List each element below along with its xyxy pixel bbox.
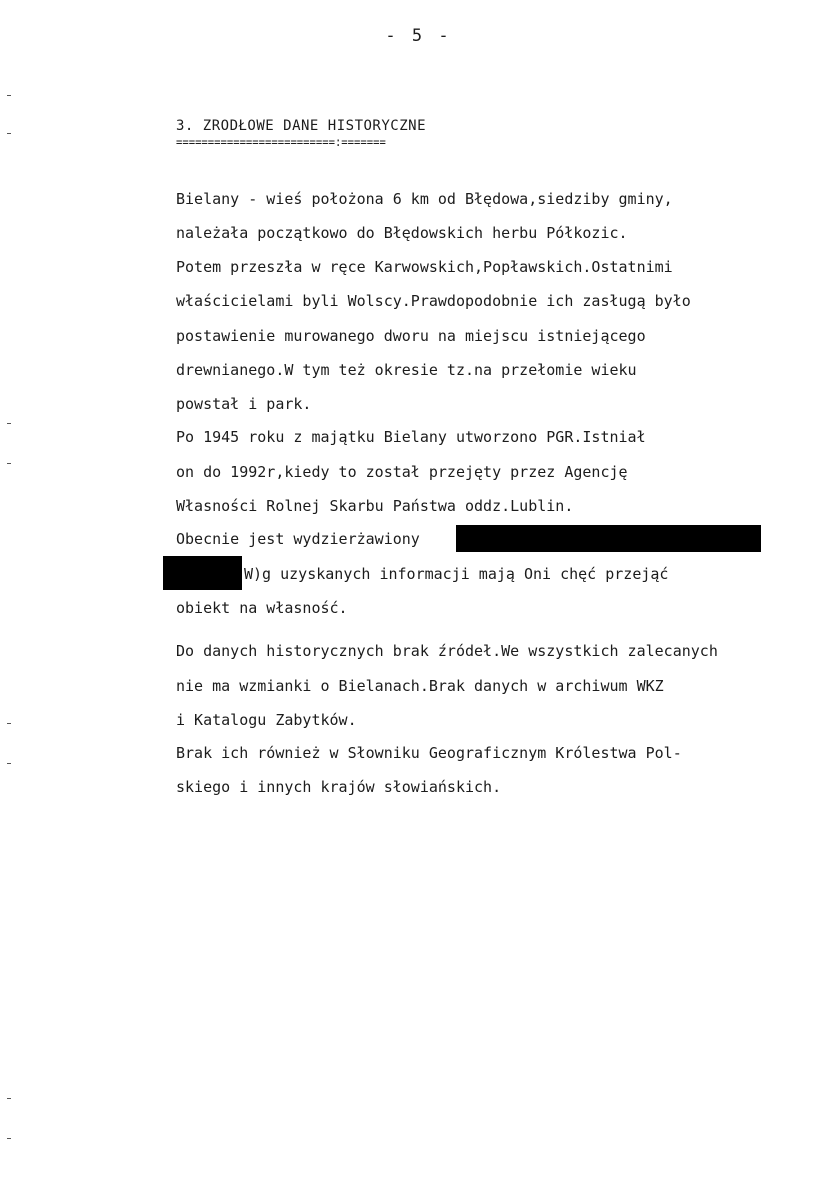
scan-mark (7, 763, 11, 764)
text-line: Brak ich również w Słowniku Geograficznym Królestwa Pol- (176, 744, 682, 762)
text-line: nie ma wzmianki o Bielanach.Brak danych w archiwum WKZ (176, 677, 664, 695)
text-line: obiekt na własność. (176, 599, 348, 617)
text-line: skiego i innych krajów słowiańskich. (176, 778, 502, 796)
text-line: W)g uzyskanych informacji mają Oni chęć przejąć (244, 565, 669, 583)
scan-mark (7, 95, 11, 96)
heading-underline: =========================:======= (176, 135, 386, 149)
text-line: Obecnie jest wydzierżawiony (176, 530, 420, 548)
scan-mark (7, 1098, 11, 1099)
text-line: Bielany - wieś położona 6 km od Błędowa,siedziby gminy, (176, 190, 673, 208)
text-line: Własności Rolnej Skarbu Państwa oddz.Lublin. (176, 497, 574, 515)
text-line: powstał i park. (176, 395, 312, 413)
scan-mark (7, 463, 11, 464)
section-heading: 3. ZRODŁOWE DANE HISTORYCZNE (176, 118, 427, 134)
page-number: - 5 - (385, 26, 452, 46)
text-line: drewnianego.W tym też okresie tz.na przełomie wieku (176, 361, 637, 379)
text-line: on do 1992r,kiedy to został przejęty przez Agencję (176, 463, 628, 481)
text-line: należała początkowo do Błędowskich herbu Półkozic. (176, 224, 628, 242)
text-line: Potem przeszła w ręce Karwowskich,Popławskich.Ostatnimi (176, 258, 673, 276)
scan-mark (7, 1138, 11, 1139)
text-line: właścicielami byli Wolscy.Prawdopodobnie ich zasługą było (176, 292, 691, 310)
scan-mark (7, 423, 11, 424)
redaction-bar (163, 556, 242, 590)
scan-mark (7, 723, 11, 724)
redaction-bar (456, 525, 761, 552)
text-line: Do danych historycznych brak źródeł.We wszystkich zalecanych (176, 642, 718, 660)
text-line: i Katalogu Zabytków. (176, 711, 357, 729)
text-line: postawienie murowanego dworu na miejscu istniejącego (176, 327, 646, 345)
scan-mark (7, 133, 11, 134)
text-line: Po 1945 roku z majątku Bielany utworzono PGR.Istniał (176, 428, 646, 446)
